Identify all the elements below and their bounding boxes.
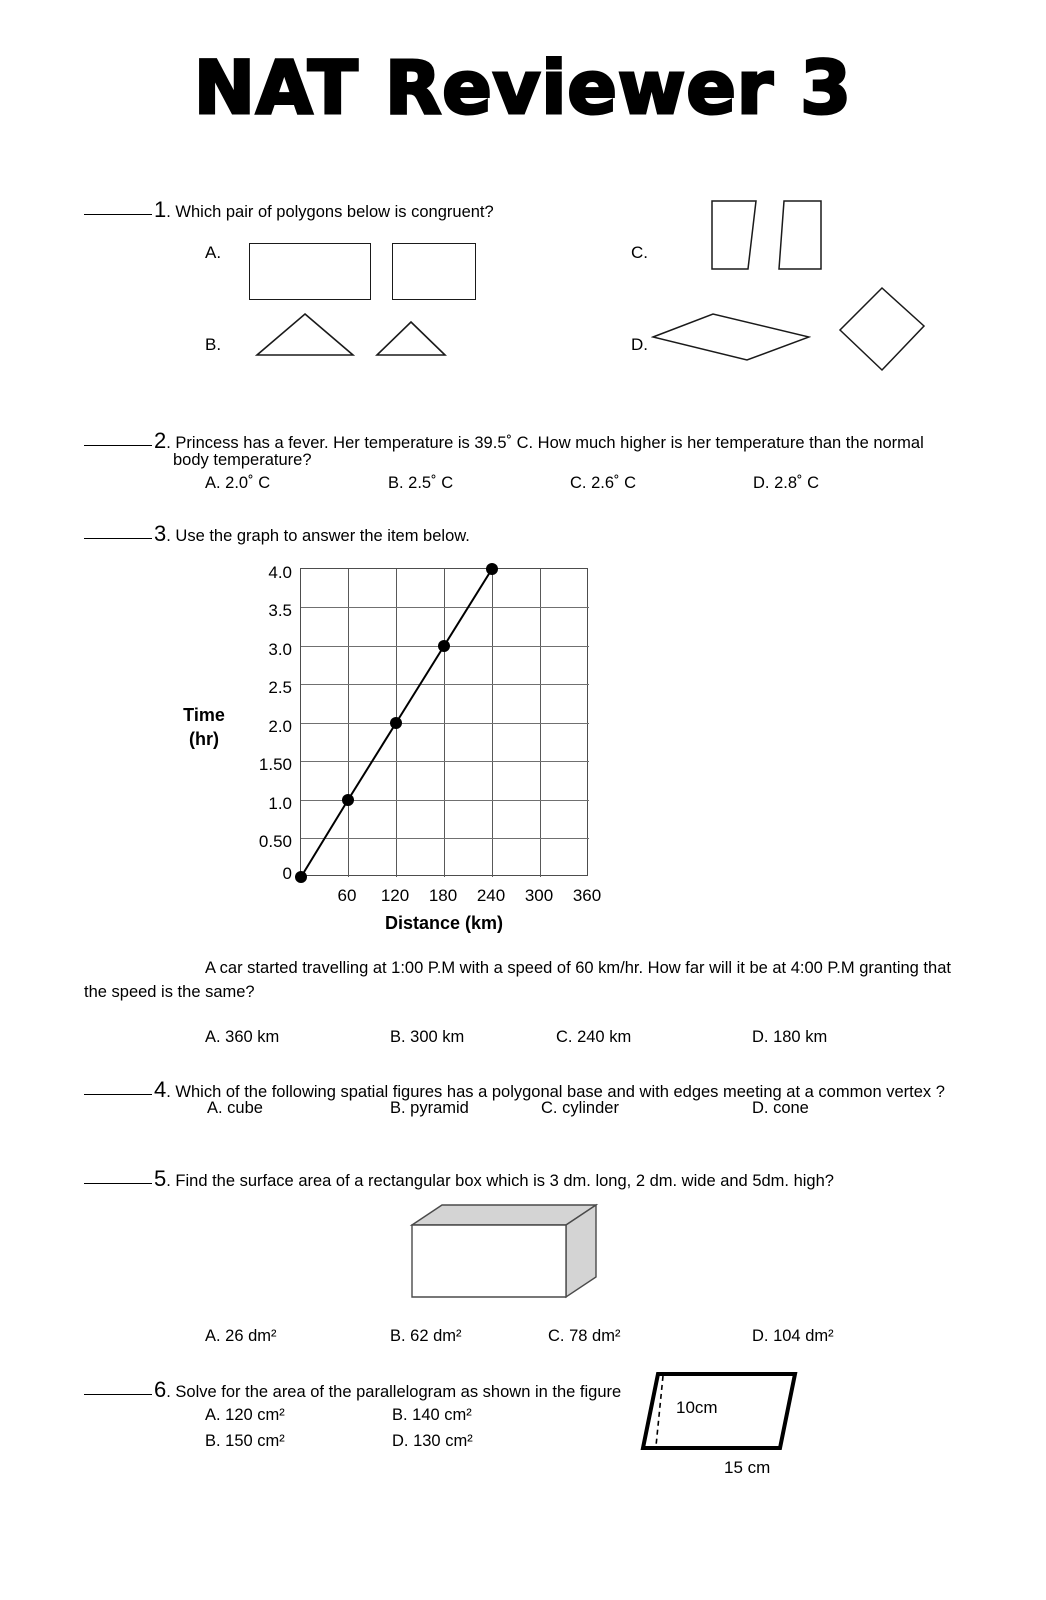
q6-option-a[interactable]: A. 120 cm² [205,1406,285,1424]
y-tick-2.5: 2.5 [268,678,292,697]
y-tick-0: 0 [282,864,292,883]
q4-option-a[interactable]: A. cube [207,1099,263,1117]
y-tick-3.5: 3.5 [268,601,292,620]
answer-blank-5[interactable] [84,1183,152,1184]
x-tick-360: 360 [572,886,602,905]
q5-option-a[interactable]: A. 26 dm² [205,1327,277,1345]
data-point-0-0 [295,871,307,883]
q5-option-b[interactable]: B. 62 dm² [390,1327,462,1345]
question-4-number: 4 [154,1077,167,1102]
q1-option-c-trapezoid-right [777,199,827,271]
data-line [301,569,589,877]
x-tick-240: 240 [476,886,506,905]
y-tick-4.0: 4.0 [268,563,292,582]
answer-blank-1[interactable] [84,214,152,215]
parallelogram-height-label: 10cm [676,1398,718,1417]
y-tick-1.0: 1.0 [268,794,292,813]
y-axis-title-line2: (hr) [189,729,219,750]
parallelogram-base-label: 15 cm [724,1458,771,1477]
answer-blank-3[interactable] [84,538,152,539]
question-2-text-line2: body temperature? [173,451,312,469]
y-axis-title-line1: Time [183,705,225,725]
x-tick-180: 180 [428,886,458,905]
question-1-number: 1 [154,197,167,222]
question-2-number: 2 [154,428,167,453]
q1-option-a-rectangle-small [392,243,476,300]
y-tick-2.0: 2.0 [268,717,292,736]
q3-option-d[interactable]: D. 180 km [752,1028,828,1046]
q1-choice-c-label[interactable]: C. [631,243,648,262]
data-point-180-3.0 [438,640,450,652]
y-tick-1.50: 1.50 [258,755,292,774]
question-3-number: 3 [154,521,167,546]
question-3-body-line2: the speed is the same? [84,983,255,1001]
page-title: NAT Reviewer 3 [193,46,853,131]
q1-option-b-triangle-large [255,312,355,357]
q1-option-d-diamond [838,286,926,372]
q3-option-a[interactable]: A. 360 km [205,1028,280,1046]
data-point-240-4.0 [486,563,498,575]
y-tick-0.50: 0.50 [258,832,292,851]
question-5-text: . Find the surface area of a rectangular box which is 3 dm. long, 2 dm. wide and 5dm. high? [166,1172,834,1190]
question-3-line [84,520,984,548]
q1-choice-d-label[interactable]: D. [631,335,648,354]
q1-choice-a-label[interactable]: A. [205,243,222,262]
answer-blank-4[interactable] [84,1094,152,1095]
question-3-body-line1: A car started travelling at 1:00 P.M with a speed of 60 km/hr. How far will it be at 4:00 P.M granting that [205,959,951,977]
q1-option-d-rhombus-flat [651,311,811,363]
q2-option-a[interactable]: A. 2.0˚ C [205,474,271,492]
y-tick-3.0: 3.0 [268,640,292,659]
q4-option-b[interactable]: B. pyramid [390,1099,469,1117]
question-3-text: . Use the graph to answer the item below. [166,527,470,545]
q3-option-b[interactable]: B. 300 km [390,1028,465,1046]
q6-option-b[interactable]: B. 140 cm² [392,1406,472,1424]
parallelogram-figure [640,1368,800,1458]
question-2-text: . Princess has a fever. Her temperature is 39.5˚ C. How much higher is her temperature than the normal [166,434,924,452]
question-6-text: . Solve for the area of the parallelogram as shown in the figure [166,1383,622,1401]
q6-option-c[interactable]: B. 150 cm² [205,1432,285,1450]
x-tick-300: 300 [524,886,554,905]
q1-option-b-triangle-small [375,320,447,357]
answer-blank-6[interactable] [84,1394,152,1395]
q2-option-c[interactable]: C. 2.6˚ C [570,474,637,492]
plot-area [300,568,588,876]
x-axis-title: Distance (km) [384,913,504,933]
q5-option-d[interactable]: D. 104 dm² [752,1327,834,1345]
question-1-text: . Which pair of polygons below is congruent? [166,203,494,221]
q2-option-b[interactable]: B. 2.5˚ C [388,474,454,492]
q1-choice-b-label[interactable]: B. [205,335,222,354]
data-point-120-2.0 [390,717,402,729]
x-tick-120: 120 [380,886,410,905]
q2-option-d[interactable]: D. 2.8˚ C [753,474,820,492]
question-4-text: . Which of the following spatial figures has a polygonal base and with edges meeting at a common vertex ? [166,1083,945,1101]
rectangular-box-figure [404,1203,599,1303]
q4-option-d[interactable]: D. cone [752,1099,809,1117]
data-point-60-1.0 [342,794,354,806]
question-5-number: 5 [154,1166,167,1191]
x-tick-60: 60 [337,886,357,905]
question-5-line [84,1165,1004,1193]
q1-option-c-trapezoid-left [710,199,762,271]
q5-option-c[interactable]: C. 78 dm² [548,1327,621,1345]
answer-blank-2[interactable] [84,445,152,446]
q3-option-c[interactable]: C. 240 km [556,1028,632,1046]
q1-option-a-rectangle-large [249,243,371,300]
q6-option-d[interactable]: D. 130 cm² [392,1432,473,1450]
question-1-line [84,196,984,224]
question-6-number: 6 [154,1377,167,1402]
question-6-line [84,1376,644,1404]
q4-option-c[interactable]: C. cylinder [541,1099,619,1117]
